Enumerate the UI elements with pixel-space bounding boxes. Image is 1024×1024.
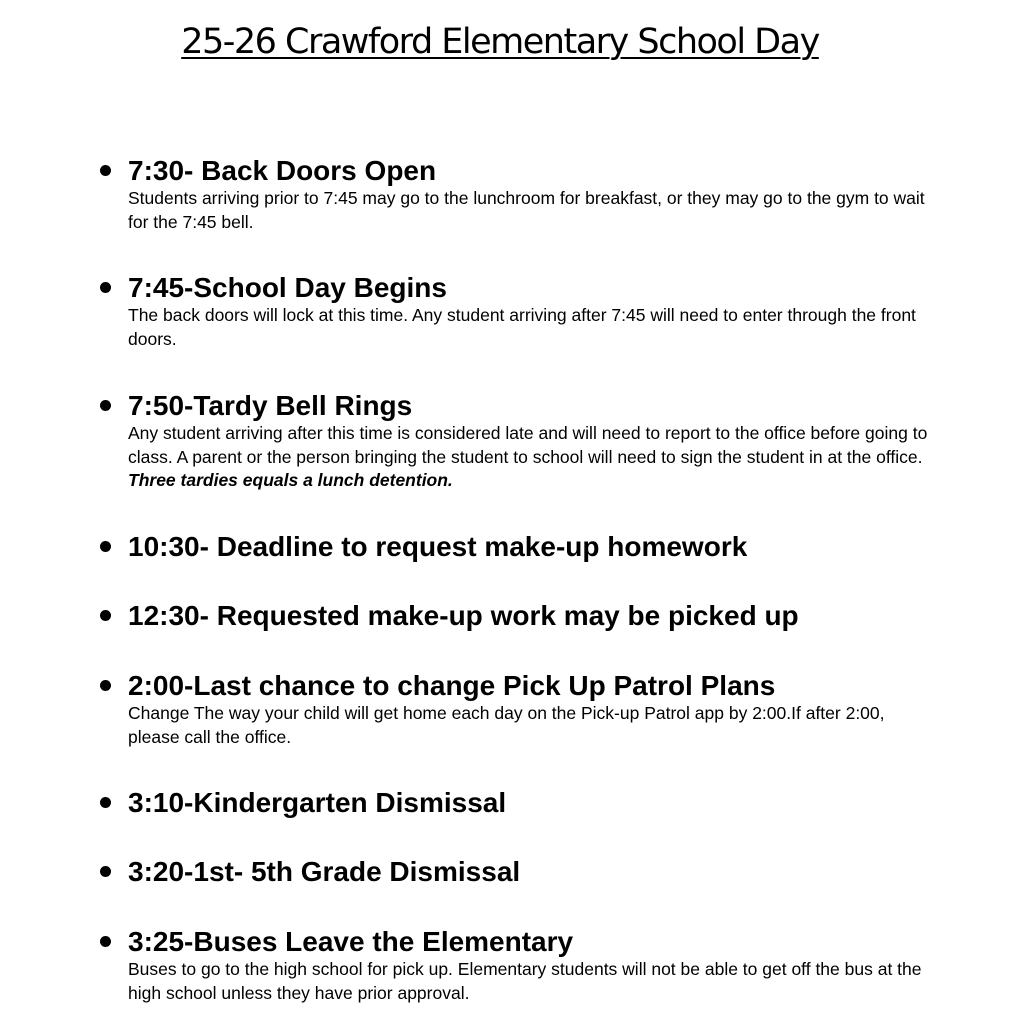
item-heading: 3:10-Kindergarten Dismissal (128, 787, 507, 818)
bullet-icon (100, 282, 111, 293)
item-description: Buses to go to the high school for pick up. Elementary students will not be able to get off the bus at the high school unless they have prior approval. (128, 959, 922, 1003)
schedule-item-school-day-begins (100, 273, 940, 351)
page-title: 25-26 Crawford Elementary School Day (181, 22, 819, 62)
item-heading: 2:00-Last chance to change Pick Up Patrol Plans (128, 670, 776, 701)
item-heading: 10:30- Deadline to request make-up homework (128, 531, 748, 562)
schedule-item-back-doors-open (100, 156, 940, 234)
bullet-icon (100, 936, 111, 947)
item-description: The back doors will lock at this time. Any student arriving after 7:45 will need to enter through the front doors. (128, 305, 916, 349)
item-description: Change The way your child will get home each day on the Pick-up Patrol app by 2:00.If after 2:00, please call the office. (128, 703, 885, 747)
schedule-item-kindergarten-dismissal (100, 788, 940, 818)
item-heading: 3:20-1st- 5th Grade Dismissal (128, 856, 521, 887)
item-heading: 7:30- Back Doors Open (128, 155, 437, 186)
item-heading: 7:50-Tardy Bell Rings (128, 390, 413, 421)
bullet-icon (100, 797, 111, 808)
bullet-icon (100, 541, 111, 552)
bullet-icon (100, 610, 111, 621)
item-heading: 7:45-School Day Begins (128, 272, 447, 303)
bullet-icon (100, 866, 111, 877)
bullet-icon (100, 165, 111, 176)
bullet-icon (100, 400, 111, 411)
item-description: Students arriving prior to 7:45 may go to the lunchroom for breakfast, or they may go to the gym to wait for the 7:45 bell. (128, 188, 925, 232)
schedule-item-homework-deadline (100, 532, 940, 562)
schedule-item-buses-leave (100, 927, 940, 1005)
schedule-item-makeup-pickup (100, 601, 940, 631)
schedule-item-pickup-patrol (100, 671, 940, 749)
schedule-item-tardy-bell (100, 391, 940, 493)
item-description (128, 422, 928, 493)
item-description-text: Any student arriving after this time is considered late and will need to report to the office before going to class. A parent or the person bringing the student to school will need to sign the student in at the office. (128, 423, 928, 467)
item-heading: 3:25-Buses Leave the Elementary (128, 926, 574, 957)
item-heading: 12:30- Requested make-up work may be picked up (128, 600, 799, 631)
bullet-icon (100, 680, 111, 691)
schedule-item-grade-dismissal (100, 857, 940, 887)
tardy-policy-note: Three tardies equals a lunch detention. (128, 470, 453, 490)
